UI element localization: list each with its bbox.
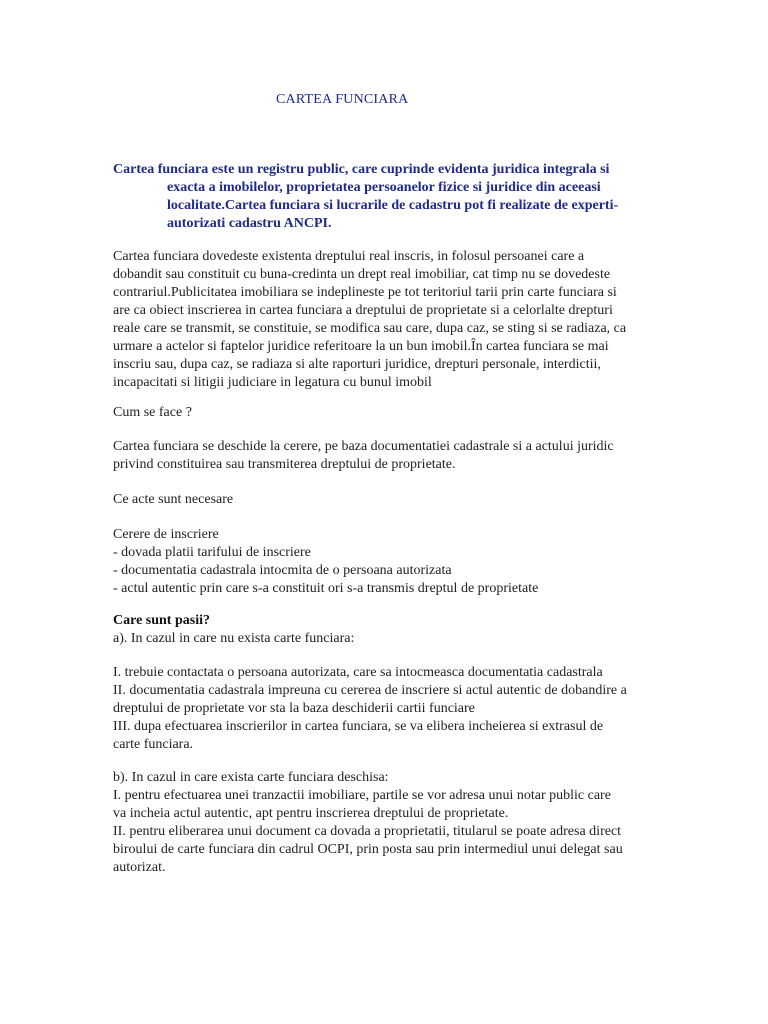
intro-line: exacta a imobilelor, proprietatea persoanelor fizice si juridice din aceeasi xyxy=(167,180,601,195)
paragraph-line: dobandit sau constituit cu buna-credinta un drept real imobiliar, cat timp nu se dovedeste xyxy=(113,267,611,282)
paragraph-line: incapacitati si litigii judiciare in legatura cu bunul imobil xyxy=(113,375,432,390)
steps-section xyxy=(113,612,658,648)
list-item: Cerere de inscriere xyxy=(113,527,219,542)
paragraph-line: privind constituirea sau transmiterea dreptului de proprietate. xyxy=(113,457,456,472)
paragraph-definition xyxy=(113,248,658,392)
list-item: carte funciara. xyxy=(113,737,194,752)
intro-paragraph xyxy=(113,161,653,233)
list-item: b). In cazul in care exista carte funciara deschisa: xyxy=(113,770,389,785)
paragraph-line: Cartea funciara se deschide la cerere, pe baza documentatiei cadastrale si a actului juridic xyxy=(113,439,614,454)
steps-heading: Care sunt pasii? xyxy=(113,613,210,628)
list-item: II. documentatia cadastrala impreuna cu cererea de inscriere si actul autentic de dobandire a xyxy=(113,683,627,698)
list-item: - actul autentic prin care s-a constituit ori s-a transmis dreptul de proprietate xyxy=(113,581,539,596)
paragraph-how xyxy=(113,438,658,474)
how-heading: Cum se face ? xyxy=(113,405,192,420)
paragraph-line: urmare a actelor si faptelor juridice referitoare la un bun imobil.În cartea funciara se mai xyxy=(113,339,609,354)
paragraph-line: reale care se transmit, se constituie, se modifica sau care, dupa caz, se sting si se radiaza, ca xyxy=(113,321,627,336)
list-item: II. pentru eliberarea unui document ca dovada a proprietatii, titularul se poate adresa direct xyxy=(113,824,622,839)
page-title: CARTEA FUNCIARA xyxy=(276,92,409,107)
intro-line: Cartea funciara este un registru public, care cuprinde evidenta juridica integrala si xyxy=(113,162,610,177)
case-a-label: a). In cazul in care nu exista carte funciara: xyxy=(113,631,355,646)
list-item: - documentatia cadastrala intocmita de o persoana autorizata xyxy=(113,563,452,578)
acts-list xyxy=(113,526,658,598)
paragraph-line: contrariul.Publicitatea imobiliara se indeplineste pe tot teritoriul tarii prin carte funciara si xyxy=(113,285,617,300)
list-item: - dovada platii tarifului de inscriere xyxy=(113,545,311,560)
list-item: dreptului de proprietate vor sta la baza deschiderii cartii funciare xyxy=(113,701,475,716)
acts-heading: Ce acte sunt necesare xyxy=(113,492,234,507)
list-item: biroului de carte funciara din cadrul OCPI, prin posta sau prin intermediul unui delegat sau xyxy=(113,842,623,857)
section-heading-how xyxy=(113,404,658,422)
intro-line: localitate.Cartea funciara si lucrarile de cadastru pot fi realizate de experti- xyxy=(167,198,619,213)
list-item: va incheia actul autentic, apt pentru inscrierea dreptului de proprietate. xyxy=(113,806,509,821)
list-item: III. dupa efectuarea inscrierilor in cartea funciara, se va elibera incheierea si extrasul de xyxy=(113,719,604,734)
list-item: autorizat. xyxy=(113,860,166,875)
paragraph-line: are ca obiect inscrierea in cartea funciara a dreptului de proprietate si a celorlalte drepturi xyxy=(113,303,613,318)
paragraph-line: Cartea funciara dovedeste existenta dreptului real inscris, in folosul persoanei care a xyxy=(113,249,585,264)
intro-line: autorizati cadastru ANCPI. xyxy=(167,216,332,231)
list-item: I. trebuie contactata o persoana autorizata, care sa intocmeasca documentatia cadastrala xyxy=(113,665,603,680)
list-item: I. pentru efectuarea unei tranzactii imobiliare, partile se vor adresa unui notar public care xyxy=(113,788,611,803)
case-a-list xyxy=(113,664,658,754)
section-heading-acts xyxy=(113,491,658,509)
paragraph-line: inscriu sau, dupa caz, se radiaza si alte raporturi juridice, drepturi personale, interdictii, xyxy=(113,357,601,372)
case-b-list xyxy=(113,769,658,877)
